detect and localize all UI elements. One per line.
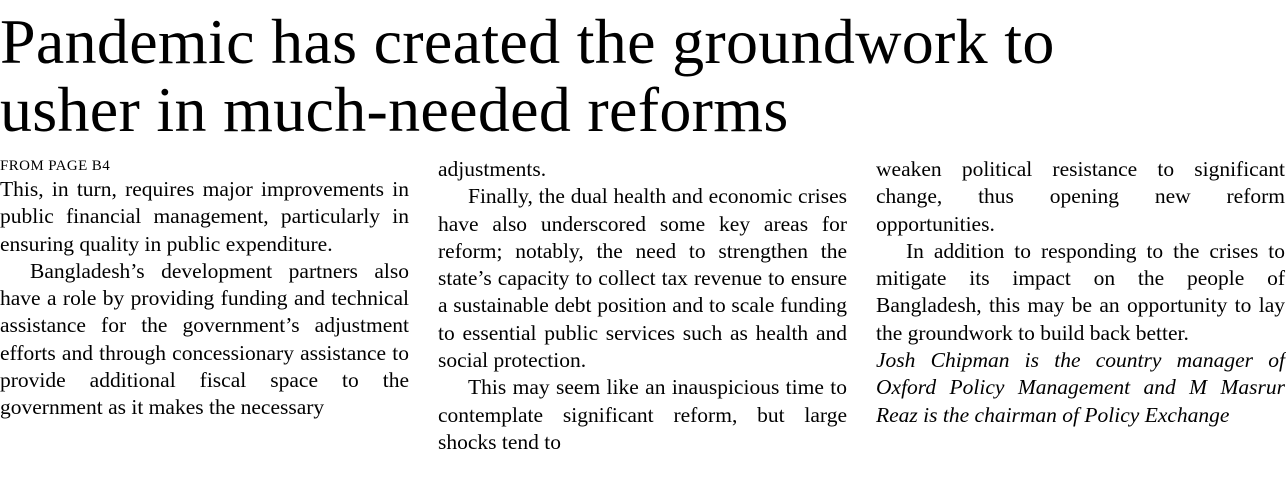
author-byline: Josh Chipman is the country manager of Oxford Policy Management and M Masrur Reaz is the chairman of Policy Exchange bbox=[876, 348, 1285, 427]
paragraph: This, in turn, requires major improvements in public financial management, particularly in ensuring quality in public expenditure. bbox=[0, 177, 409, 256]
article-column-3 bbox=[876, 156, 1285, 429]
headline-line-2: usher in much-needed reforms bbox=[0, 74, 789, 145]
headline bbox=[0, 8, 1286, 144]
paragraph: In addition to responding to the crises to mitigate its impact on the people of Bangladesh, this may be an opportunity to lay the groundwork to build back better. bbox=[876, 238, 1285, 345]
article-column-2 bbox=[438, 156, 847, 456]
paragraph: adjustments. bbox=[438, 157, 547, 181]
headline-line-1: Pandemic has created the groundwork to bbox=[0, 6, 1055, 77]
paragraph: weaken political resistance to significant change, thus opening new reform opportunities. bbox=[876, 157, 1285, 236]
paragraph: This may seem like an inauspicious time to contemplate significant reform, but large shocks tend to bbox=[438, 375, 847, 454]
paragraph: Bangladesh’s development partners also have a role by providing funding and technical assistance for the government’s adjustment efforts and through concessionary assistance to provide additional fiscal space to the government as it makes the necessary bbox=[0, 258, 409, 420]
jump-label: FROM PAGE B4 bbox=[0, 158, 111, 174]
article-column-1 bbox=[0, 156, 409, 422]
paragraph: Finally, the dual health and economic crises have also underscored some key areas for reform; notably, the need to strengthen the state’s capacity to collect tax revenue to ensure a sustainable debt position and to scale funding to essential public services such as health and social protection. bbox=[438, 184, 847, 373]
